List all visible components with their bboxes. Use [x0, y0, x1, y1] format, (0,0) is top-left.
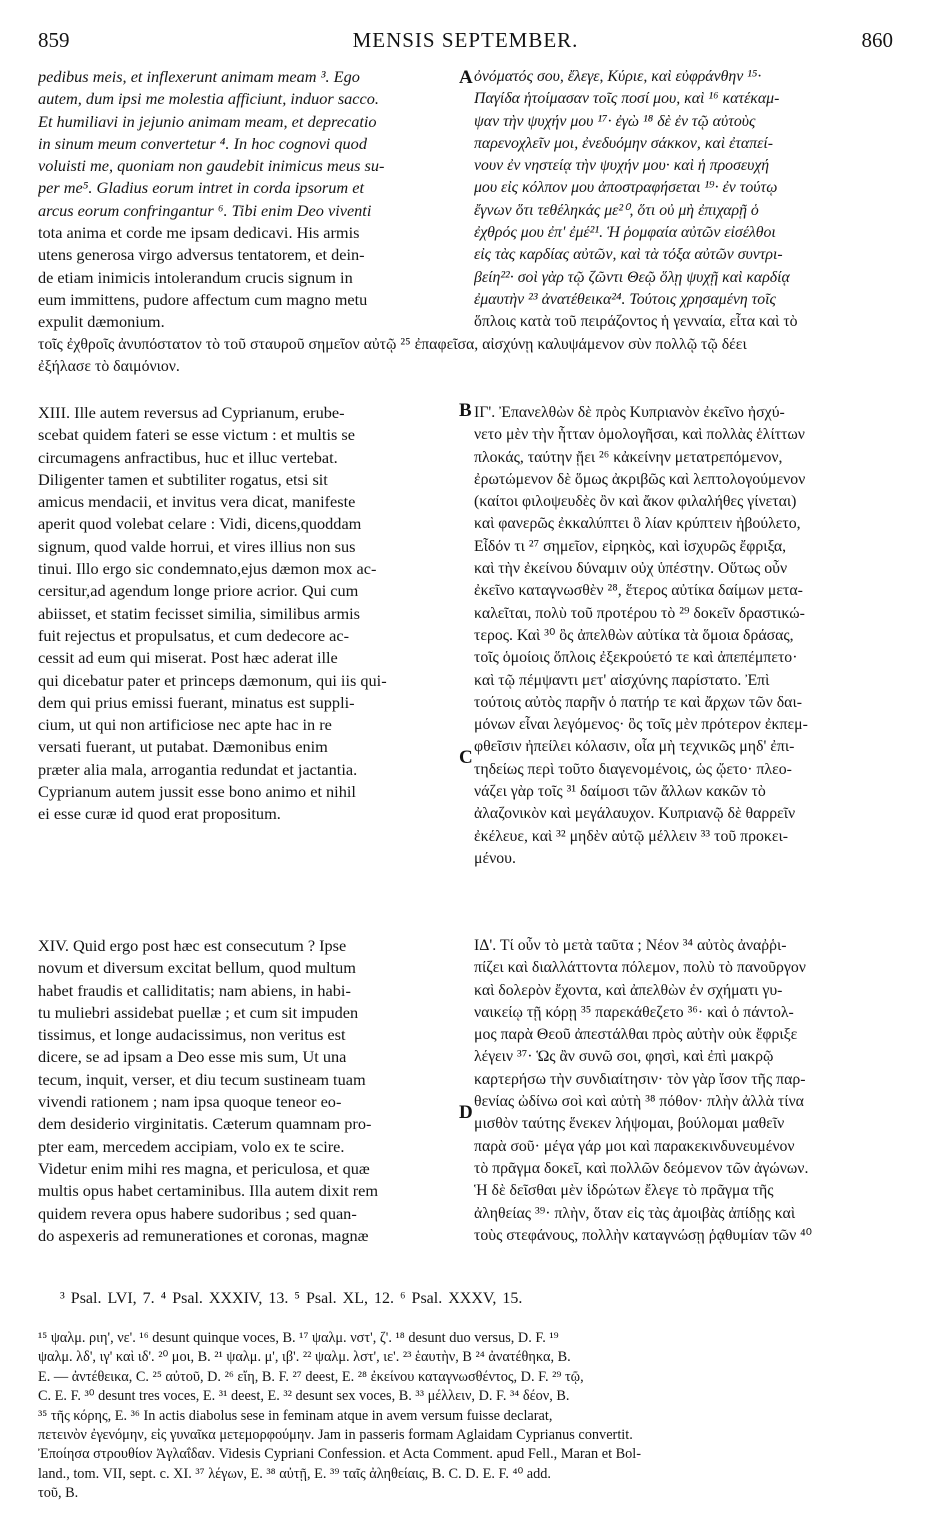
text-line: ὀνόματός σου, ἔλεγε, Κύριε, καὶ εὐφράνθην ¹⁵·	[474, 68, 762, 85]
text-line: cium, ut qui non artificiose nec apte hac in re	[38, 715, 332, 735]
text-line: utens generosa virgo adversus tentatorem, et dein-	[38, 245, 365, 265]
text-line: μος παρὰ Θεοῦ ἀπεστάλθαι πρὸς αὐτὴν οὐκ ἔφριξε	[474, 1026, 798, 1044]
text-line: τοῖς ὁμοίοις ὅπλοις ἐξεκρούετό τε καὶ ἀπεπέμπετο·	[474, 649, 798, 667]
text-line: φθεῖσιν ἠπείλει κόλασιν, οἷα μὴ τεχνικῶς μηδ' ἐπι-	[474, 738, 795, 756]
margin-letter-b: B	[459, 400, 472, 421]
text-line: vivendi rationem ; nam ipsa quoque teneor eo-	[38, 1092, 342, 1112]
text-line: πλοκάς, ταύτην ᾔει ²⁶ κἀκείνην μετατρεπόμενον,	[474, 448, 783, 466]
greek-section-ig	[474, 402, 899, 870]
text-line: καλεῖται, πολὺ τοῦ προτέρου τὸ ²⁹ δοκεῖν δραστικώ-	[474, 604, 805, 622]
text-line: καὶ τῷ πέμψαντι μετ' αἰσχύνης παρίστατο. Ἐπὶ	[474, 671, 770, 689]
psalm-references: ³ Psal. LVI, 7. ⁴ Psal. XXXIV, 13. ⁵ Psal. XL, 12. ⁶ Psal. XXXV, 15.	[60, 1290, 523, 1307]
text-line: ἐκέλευε, καὶ ³² μηδὲν αὐτῷ μέλλειν ³³ τοῦ προκει-	[474, 827, 788, 845]
text-line: dem desiderio virginitatis. Cæterum quamnam pro-	[38, 1114, 372, 1134]
text-line: in sinum meum convertetur ⁴. In hoc cognovi quod	[38, 133, 367, 153]
page-header	[38, 28, 893, 64]
margin-letter-c: C	[459, 747, 473, 768]
text-line: λέγειν ³⁷· Ὡς ἂν συνῶ σοι, φησὶ, καὶ ἐπὶ μακρῷ	[474, 1048, 774, 1066]
text-line: tu muliebri assidebat puellæ ; et cum sit impuden	[38, 1002, 359, 1022]
text-line: τοῖς ἐχθροῖς ἀνυπόστατον τὸ τοῦ σταυροῦ σημεῖον αὐτῷ ²⁵ ἐπαφεῖσα, αἰσχύνῃ καλυψάμενον σὺν πολλῷ τῷ δέει	[38, 336, 747, 353]
text-line: τηδείως περὶ τοῦτο διαγενομένοις, ὡς ᾤετο· πλεο-	[474, 760, 792, 778]
text-line: νάζει γὰρ τοῖς ³¹ δαίμοσι τῶν ἄλλων κακῶν τὸ	[474, 783, 766, 801]
text-line: pedibus meis, et inflexerunt animam meam ³. Ego	[38, 67, 360, 86]
page-number-left: 859	[38, 28, 70, 52]
text-line: νετο μὲν τὴν ἧτταν ὁμολογῆσαι, καὶ πολλὰς ἑλίττων	[474, 426, 805, 444]
margin-letter-d: D	[459, 1102, 473, 1123]
text-line: XIII. Ille autem reversus ad Cyprianum, erube-	[38, 403, 345, 422]
text-line: καὶ φανερῶς ἐκκαλύπτει ὃ λίαν κρύπτειν ἠβούλετο,	[474, 515, 801, 533]
text-line: multis opus habet certaminibus. Illa autem dixit rem	[38, 1181, 379, 1201]
text-line: habet fraudis et calliditatis; nam abiens, in habi-	[38, 980, 351, 1000]
text-line: καὶ δολερὸν ἔχοντα, καὶ ἀπελθὼν ἐν σχήματι γυ-	[474, 981, 783, 999]
text-line: fuit rejectus et propulsatus, et cum dedecore ac-	[38, 625, 350, 645]
running-title: MENSIS SEPTEMBER.	[352, 28, 579, 52]
text-line: scebat quidem fateri se esse victum : et multis se	[38, 425, 355, 445]
text-line: tissimus, et longe audacissimus, non veritus est	[38, 1025, 346, 1045]
text-line: eum immittens, pudore affectum cum magno metu	[38, 289, 368, 309]
text-line: Videtur enim mihi res magna, et periculosa, et quæ	[38, 1158, 370, 1178]
text-line: ναικείῳ τῇ κόρῃ ³⁵ παρεκάθεζετο ³⁶· καὶ ὁ πάντολ-	[474, 1003, 794, 1021]
text-line: dem qui prius emissi fuerant, minatus est suppli-	[38, 692, 355, 712]
text-line: ΙΔ'. Τί οὖν τὸ μετὰ ταῦτα ; Νέον ³⁴ αὐτὸς ἀναῤῥι-	[474, 937, 787, 954]
text-line: E. — ἀντέθεικα, C. ²⁵ αὐτοῦ, D. ²⁶ εἴη, B. F. ²⁷ deest, E. ²⁸ ἐκείνου καταγνωσθέντος, D. F. ²⁹ τῷ,	[38, 1368, 584, 1385]
text-line: dicere, se ad ipsam a Deo esse mis sum, Ut una	[38, 1047, 347, 1067]
text-line: C. E. F. ³⁰ desunt tres voces, E. ³¹ deest, E. ³² desunt sex voces, B. ³³ μέλλειν, D. F. ³⁴ δέον, B.	[38, 1388, 570, 1405]
text-line: τοὺς στεφάνους, πολλὴν καταγνώσῃ ῥᾳθυμίαν τῶν ⁴⁰	[474, 1226, 813, 1244]
margin-letter-a: A	[459, 67, 473, 88]
text-line: ἀληθείας ³⁹· πλὴν, ὅταν εἰς τὰς ἀμοιβὰς ἀπίδῃς καὶ	[474, 1204, 796, 1222]
text-line: cersitur,ad agendum longe priore acrior. Qui cum	[38, 581, 359, 601]
text-line: ψαλμ. λδ', ιγ' καὶ ιδ'. ²⁰ μοι, B. ²¹ ψαλμ. μ', ιβ'. ²² ψαλμ. λστ', ιε'. ²³ ἑαυτὴν, B ²⁴ ἀνατέθηκα, B.	[38, 1349, 571, 1366]
text-line: pter eam, mercedem accipiam, volo ex te scire.	[38, 1136, 345, 1156]
text-line: per me⁵. Gladius eorum intret in corda ipsorum et	[38, 178, 364, 198]
text-line: Et humiliavi in jejunio animam meam, et deprecatio	[38, 111, 377, 131]
text-line: signum, quod valde horrui, et vires illius non sus	[38, 536, 356, 556]
greek-column-1	[474, 66, 899, 334]
text-line: παρενοχλεῖν μοι, ἐνεδυόμην σάκκον, καὶ ἐταπεί-	[474, 134, 773, 152]
text-line: καρτερήσω τὴν συνδιαίτησιν· τὸν γὰρ ἴσον τῆς παρ-	[474, 1070, 806, 1088]
text-line: μισθὸν ταύτης ἕνεκεν λήψομαι, βούλομαι μαθεῖν	[474, 1115, 785, 1133]
text-line: πετεινὸν ἐγενόμην, εἰς γυναῖκα μετεμορφούμην. Jam in passeris formam Aglaidam Cyprianus convertit.	[38, 1427, 633, 1444]
text-line: aperit quod volebat celare : Vidi, dicens,quoddam	[38, 514, 362, 534]
text-line: land., tom. VII, sept. c. XI. ³⁷ λέγων, E. ³⁸ αὐτῇ, E. ³⁹ ταῖς ἀληθείαις, B. C. D. E. F. ⁴⁰ add.	[38, 1465, 552, 1482]
text-line: ἔγνων ὅτι τεθέληκάς με²⁰, ὅτι οὐ μὴ ἐπιχαρῇ ὁ	[474, 201, 759, 219]
text-line: tota anima et corde me ipsam dedicavi. His armis	[38, 223, 360, 243]
text-line: ¹⁵ ψαλμ. ριη', νε'. ¹⁶ desunt quinque voces, B. ¹⁷ ψαλμ. νστ', ζ'. ¹⁸ desunt duo versus, D. F. ¹⁹	[38, 1330, 559, 1346]
text-line: εἰς τὰς καρδίας αὐτῶν, καὶ τὰ τόξα αὐτῶν συντρι-	[474, 246, 783, 264]
text-line: novum et diversum excitat bellum, quod multum	[38, 958, 356, 978]
text-line: νουν ἐν νηστείᾳ τὴν ψυχήν μου· καὶ ἡ προσευχή	[474, 157, 770, 175]
text-line: ὅπλοις κατὰ τοῦ πειράζοντος ἡ γενναία, εἶτα καὶ τὸ	[474, 313, 798, 331]
text-line: XIV. Quid ergo post hæc est consecutum ? Ipse	[38, 936, 347, 955]
text-line: Diligenter tamen et subtiliter rogatus, etsi sit	[38, 469, 328, 489]
text-line: ἐξήλασε τὸ δαιμόνιον.	[38, 358, 180, 376]
text-line: versati fuerant, ut putabat. Dæmonibus enim	[38, 737, 328, 757]
text-line: ἐκεῖνο καταγνωσθὲν ²⁸, ἕτερος αὐτίκα δαίμων μετα-	[474, 582, 803, 600]
text-line: amicus mendacii, et invitus vera dicat, manifeste	[38, 492, 356, 512]
text-line: do aspexeris ad remunerationes et coronas, magnæ	[38, 1225, 369, 1245]
text-line: ἀλαζονικὸν καὶ μεγάλαυχον. Κυπριανῷ δὲ θαρρεῖν	[474, 805, 796, 823]
text-line: cessit ad eum qui miserat. Post hæc aderat ille	[38, 648, 338, 668]
page-number-right: 860	[861, 28, 893, 52]
text-line: arcus eorum confringantur ⁶. Tibi enim Deo viventi	[38, 200, 372, 220]
text-line: ἐχθρός μου ἐπ' ἐμέ²¹. Ἡ ῥομφαία αὐτῶν εἰσέλθοι	[474, 224, 776, 242]
text-line: abiisset, et statim fecisset similia, similibus armis	[38, 603, 360, 623]
text-line: τὸ πρᾶγμα δοκεῖ, καὶ πολλῶν δεόμενον τῶν ἀγώνων.	[474, 1159, 809, 1177]
text-line: τούτοις αὐτὸς παρῆν ὁ πατήρ τε καὶ ἄρχων τῶν δαι-	[474, 693, 802, 711]
text-line: qui dicebatur pater et princeps dæmonum, qui iis qui-	[38, 670, 387, 690]
text-line: ΙΓ'. Ἐπανελθὼν δὲ πρὸς Κυπριανὸν ἐκεῖνο ἠσχύ-	[474, 404, 785, 421]
text-line: μόνων εἶναι λεγόμενος· ὃς τοῖς μὲν πρότερον ἐκπεμ-	[474, 716, 808, 734]
text-line: θενίας ὠδίνω σοὶ καὶ αὐτὴ ³⁸ πόθον· πλὴν ἀλλὰ τίνα	[474, 1093, 804, 1111]
text-line: præter alia mala, arrogantia redundat et jactantia.	[38, 759, 358, 779]
text-line: τοῦ, B.	[38, 1485, 79, 1502]
text-line: Παγίδα ἡτοίμασαν τοῖς ποσί μου, καὶ ¹⁶ κατέκαμ-	[474, 90, 780, 108]
text-line: (καίτοι φιλοψευδὲς ὂν καὶ ἄκον φιλαλήθες γίνεται)	[474, 493, 797, 511]
text-line: ei esse curæ id quod erat propositum.	[38, 804, 281, 824]
greek-section-id	[474, 935, 899, 1247]
text-line: Cyprianum autem jussit esse bono animo et nihil	[38, 782, 356, 802]
latin-section-xiii	[38, 402, 456, 826]
text-line: μένου.	[474, 849, 516, 867]
text-line: quidem revera opus habere sudoribus ; sed quan-	[38, 1203, 357, 1223]
text-line: βείη²²· σοὶ γὰρ τῷ ζῶντι Θεῷ ὅλῃ ψυχῇ καὶ καρδίᾳ	[474, 268, 790, 286]
text-line: expulit dæmonium.	[38, 312, 165, 332]
text-line: tecum, inquit, verser, et diu tecum sustineam tuam	[38, 1069, 366, 1089]
text-line: Εἶδόν τι ²⁷ σημεῖον, εἰρηκὸς, καὶ ἰσχυρῶς ἔφριξα,	[474, 537, 787, 555]
text-line: παρὰ σοῦ· μέγα γάρ μοι καὶ παρακεκινδυνευμένον	[474, 1137, 795, 1155]
latin-section-xiv	[38, 935, 456, 1247]
text-line: Ἐποίησα στρουθίον Ἀγλαΐδαν. Videsis Cypriani Confession. et Acta Comment. apud Fell., Maran et Bol-	[38, 1446, 642, 1463]
text-line: autem, dum ipsi me molestia afficiunt, induor sacco.	[38, 89, 379, 109]
text-line: ἐμαυτὴν ²³ ἀνατέθεικα²⁴. Τούτοις χρησαμένη τοῖς	[474, 290, 776, 308]
text-line: tinui. Illo ergo sic condemnato,ejus dæmon mox ac-	[38, 559, 377, 579]
greek-full-width-continuation	[38, 334, 900, 379]
text-line: ψαν τὴν ψυχήν μου ¹⁷· ἐγὼ ¹⁸ δὲ ἐν τῷ αὐτοὺς	[474, 112, 756, 130]
text-line: καὶ τὴν ἐκείνου δύναμιν οὐχ ὑπέστην. Οὕτως οὖν	[474, 560, 788, 578]
text-line: Ἡ δὲ δεῖσθαι μὲν ἱδρώτων ἔλεγε τὸ πρᾶγμα τῆς	[474, 1182, 774, 1200]
latin-column-1	[38, 66, 456, 334]
text-line: τερος. Καὶ ³⁰ ὃς ἀπελθὼν αὐτίκα τὰ ὅμοια δράσας,	[474, 626, 794, 644]
text-line: circumagens anfractibus, huc et illuc vertebat.	[38, 447, 338, 467]
text-line: ἐρωτώμενον δὲ ὅμως ἀκριβῶς καὶ λεπτολογούμενον	[474, 470, 806, 488]
footnotes	[38, 1329, 900, 1504]
text-line: μου εἰς κόλπον μου ἀποστραφήσεται ¹⁹· ἐν τούτῳ	[474, 179, 778, 197]
text-line: ³⁵ τῆς κόρης, E. ³⁶ In actis diabolus sese in feminam atque in avem versum fuisse declarat,	[38, 1407, 553, 1424]
text-line: πίζει καὶ διαλλάττοντα πόλεμον, πολὺ τὸ πανοῦργον	[474, 959, 806, 977]
text-line: de etiam inimicis intolerandum crucis signum in	[38, 267, 353, 287]
text-line: voluisti me, quoniam non gaudebit inimicus meus su-	[38, 156, 385, 176]
